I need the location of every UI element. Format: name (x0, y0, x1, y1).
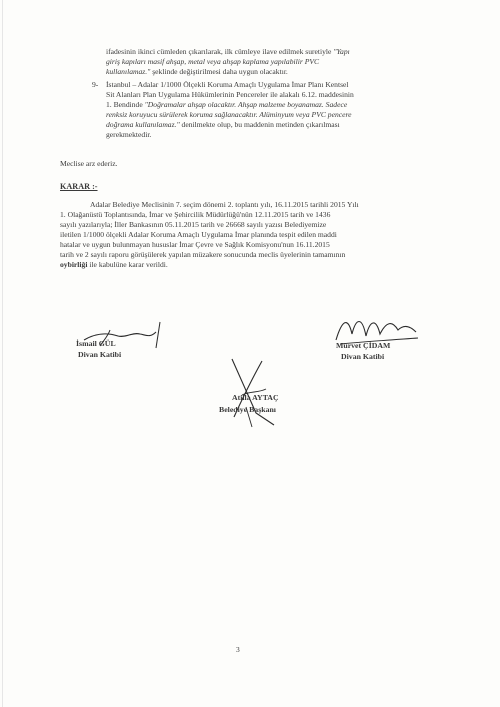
right-signatory-name: Mürvet ÇİDAM (336, 341, 391, 350)
karar-line3: sayılı yazılarıyla; İller Bankasının 05.11.2015 tarih ve 26668 sayılı yazısı Belediyemize (60, 220, 327, 229)
karar-line4: iletilen 1/1000 ölçekli Adalar Koruma Amaçlı Uygulama İmar planında tespit edilen maddi (60, 230, 337, 239)
karar-line6: tarih ve 2 sayılı raporu görüşülerek yapılan müzakere sonucunda meclis üyelerinin tamamının (60, 250, 346, 259)
item9-line3-text: 1. Bendinde (106, 100, 145, 109)
karar-line7-text: ile kabulüne karar verildi. (87, 260, 168, 269)
center-signatory-name: Atilla AYTAÇ (232, 393, 279, 402)
item8-line3 (106, 67, 288, 76)
karar-line1: Adalar Belediye Meclisinin 7. seçim dönemi 2. toplantı yılı, 16.11.2015 tarihli 2015 Yılı (90, 200, 359, 209)
item9-line5-text: denilmekte olup, bu maddenin metinden çıkarılması (179, 120, 340, 129)
left-signature (80, 318, 170, 354)
item8-line3-text: şeklinde değiştirilmesi daha uygun olacaktır. (150, 67, 288, 76)
right-signatory-title: Divan Katibi (341, 352, 385, 361)
item9-line2: Sit Alanları Plan Uygulama Hükümlerinin Pencereler ile alakalı 6.12. maddesinin (106, 90, 354, 99)
item9-line5-quote: doğrama kullanılamaz." (106, 120, 180, 129)
item8-line2: giriş kapıları masif ahşap, metal veya ahşap kaplama yapılabilir PVC (106, 57, 320, 66)
item9-line3-quote: "Doğramalar ahşap olacaktır. Ahşap malzeme boyanamaz. Sadece (144, 100, 348, 109)
karar-line2: 1. Olağanüstü Toplantısında, İmar ve Şehircilik Müdürlüğü'nün 12.11.2015 tarih ve 1436 (60, 210, 331, 219)
page-number: 3 (236, 645, 240, 654)
karar-oybirligi: oybirliği (60, 260, 88, 269)
item9-line6: gerekmektedir. (106, 130, 152, 139)
item8-line1-quote: "Yapı (333, 47, 350, 56)
left-signatory-name: İsmail GÜL (76, 339, 116, 348)
karar-heading: KARAR :- (60, 182, 98, 191)
center-signatory-title: Belediye Başkanı (219, 405, 276, 414)
item9-number: 9- (92, 80, 99, 89)
item9-line1: İstanbul – Adalar 1/1000 Ölçekli Koruma Amaçlı Uygulama İmar Planı Kentsel (106, 80, 349, 89)
karar-line7 (60, 260, 168, 269)
item8-line3-quote: kullanılamaz." (106, 67, 151, 76)
left-signatory-title: Divan Katibi (78, 350, 122, 359)
scan-edge-shadow (2, 0, 3, 707)
item9-line4: renksiz koruyucu sürülerek koruma sağlanacaktır. Alüminyum veya PVC pencere (106, 110, 352, 119)
item9-line5 (106, 120, 340, 129)
closing-text: Meclise arz ederiz. (60, 159, 118, 168)
karar-line5: hatalar ve uygun bulunmayan hususlar İmar Çevre ve Sağlık Komisyonu'nun 16.11.2015 (60, 240, 330, 249)
item8-line1 (106, 47, 350, 56)
item9-line3 (106, 100, 347, 109)
item8-line1-text: ifadesinin ikinci cümleden çıkarılarak, ilk cümleye ilave edilmek suretiyle (106, 47, 334, 56)
